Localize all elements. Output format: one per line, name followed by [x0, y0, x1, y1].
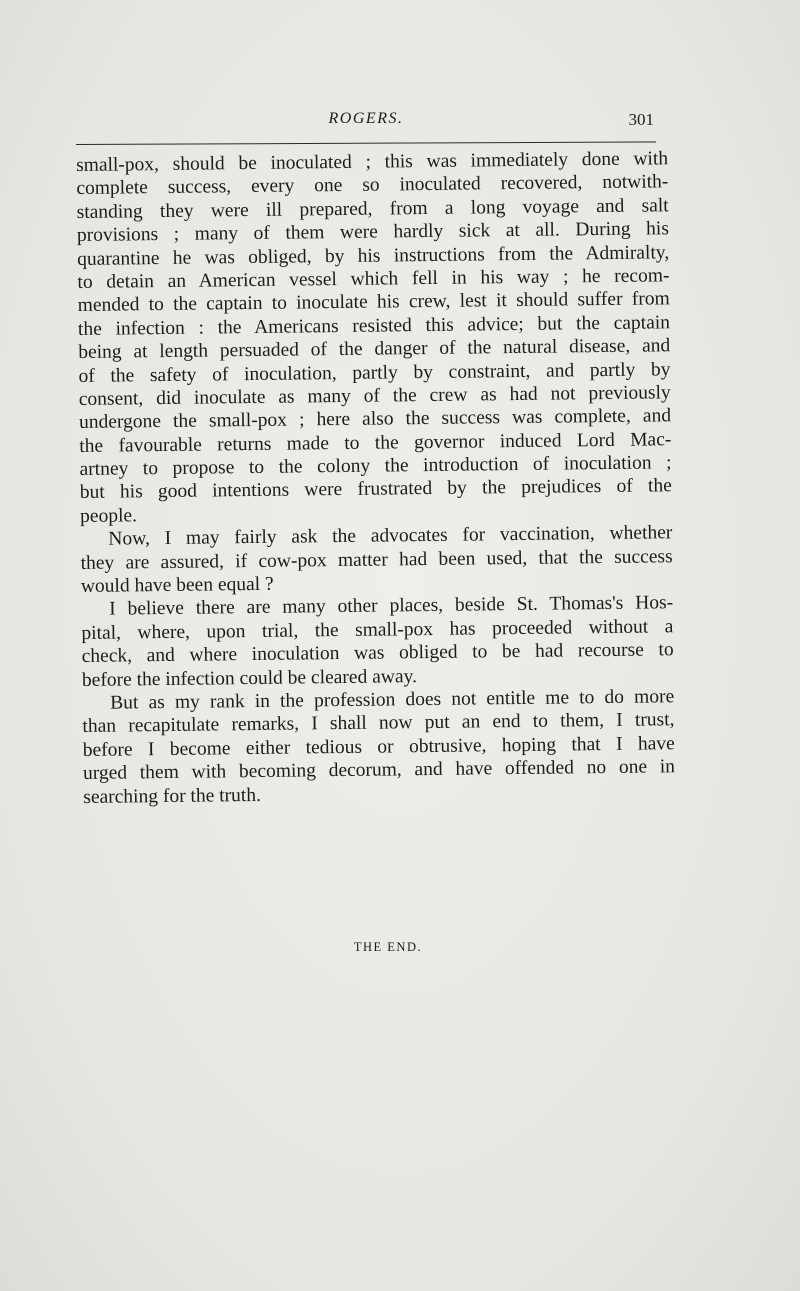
body-text: [76, 147, 675, 809]
text-line: the favourable returns made to the governor induced Lord Mac-: [79, 428, 672, 457]
text-line: undergone the small-pox ; here also the success was complete, and: [78, 405, 672, 434]
text-line: pital, where, upon trial, the small-pox has proceeded without a: [81, 616, 674, 644]
text-line: to detain an American vessel which fell in his way ; he recom-: [77, 265, 670, 293]
running-head: [76, 108, 656, 138]
text-line: quarantine he was obliged, by his instructions from the Admiralty,: [77, 241, 670, 270]
paragraph-1: [76, 147, 672, 528]
text-line: Now, I may fairly ask the advocates for vaccination, whether: [108, 522, 673, 550]
paragraph-4: [82, 685, 675, 809]
text-line: would have been equal ?: [80, 573, 274, 598]
text-line: of the safety of inoculation, partly by constraint, and partly by: [78, 358, 671, 387]
text-line: but his good intentions were frustrated by the prejudices of the: [79, 475, 672, 504]
paragraph-3: [81, 592, 674, 692]
text-line: before the infection could be cleared away.: [81, 665, 418, 691]
text-line: complete success, every one so inoculated recovered, notwith-: [76, 171, 669, 200]
running-title: ROGERS.: [328, 110, 404, 127]
text-line: searching for the truth.: [83, 784, 262, 808]
text-line: urged them with becoming decorum, and have offended no one in: [82, 756, 676, 785]
text-line: people.: [79, 505, 138, 527]
paragraph-2: [80, 522, 673, 599]
page-number: 301: [628, 110, 654, 129]
text-line: the infection : the Americans resisted this advice; but the captain: [77, 312, 671, 340]
text-line: consent, did inoculate as many of the crew as had not previously: [78, 382, 671, 410]
text-line: small-pox, should be inoculated ; this was immediately done with: [76, 148, 669, 176]
text-line: before I become either tedious or obtrusive, hoping that I have: [82, 733, 675, 761]
text-line: artney to propose to the colony the introduction of inoculation ;: [79, 452, 672, 481]
text-line: check, and where inoculation was obliged to be had recourse to: [81, 639, 674, 668]
text-line: mended to the captain to inoculate his crew, lest it should suffer from: [77, 288, 670, 317]
text-line: than recapitulate remarks, I shall now put an end to them, I trust,: [82, 709, 675, 738]
text-line: standing they were ill prepared, from a long voyage and salt: [76, 195, 669, 223]
text-line: provisions ; many of them were hardly sick at all. During his: [76, 218, 670, 247]
text-line: I believe there are many other places, beside St. Thomas's Hos-: [109, 592, 674, 621]
header-rule: [76, 141, 656, 145]
the-end-label: THE END.: [353, 940, 423, 954]
text-line: But as my rank in the profession does not entitle me to do more: [110, 686, 675, 714]
text-line: being at length persuaded of the danger of the natural disease, and: [78, 335, 671, 364]
text-line: they are assured, if cow-pox matter had been used, that the success: [80, 545, 673, 574]
